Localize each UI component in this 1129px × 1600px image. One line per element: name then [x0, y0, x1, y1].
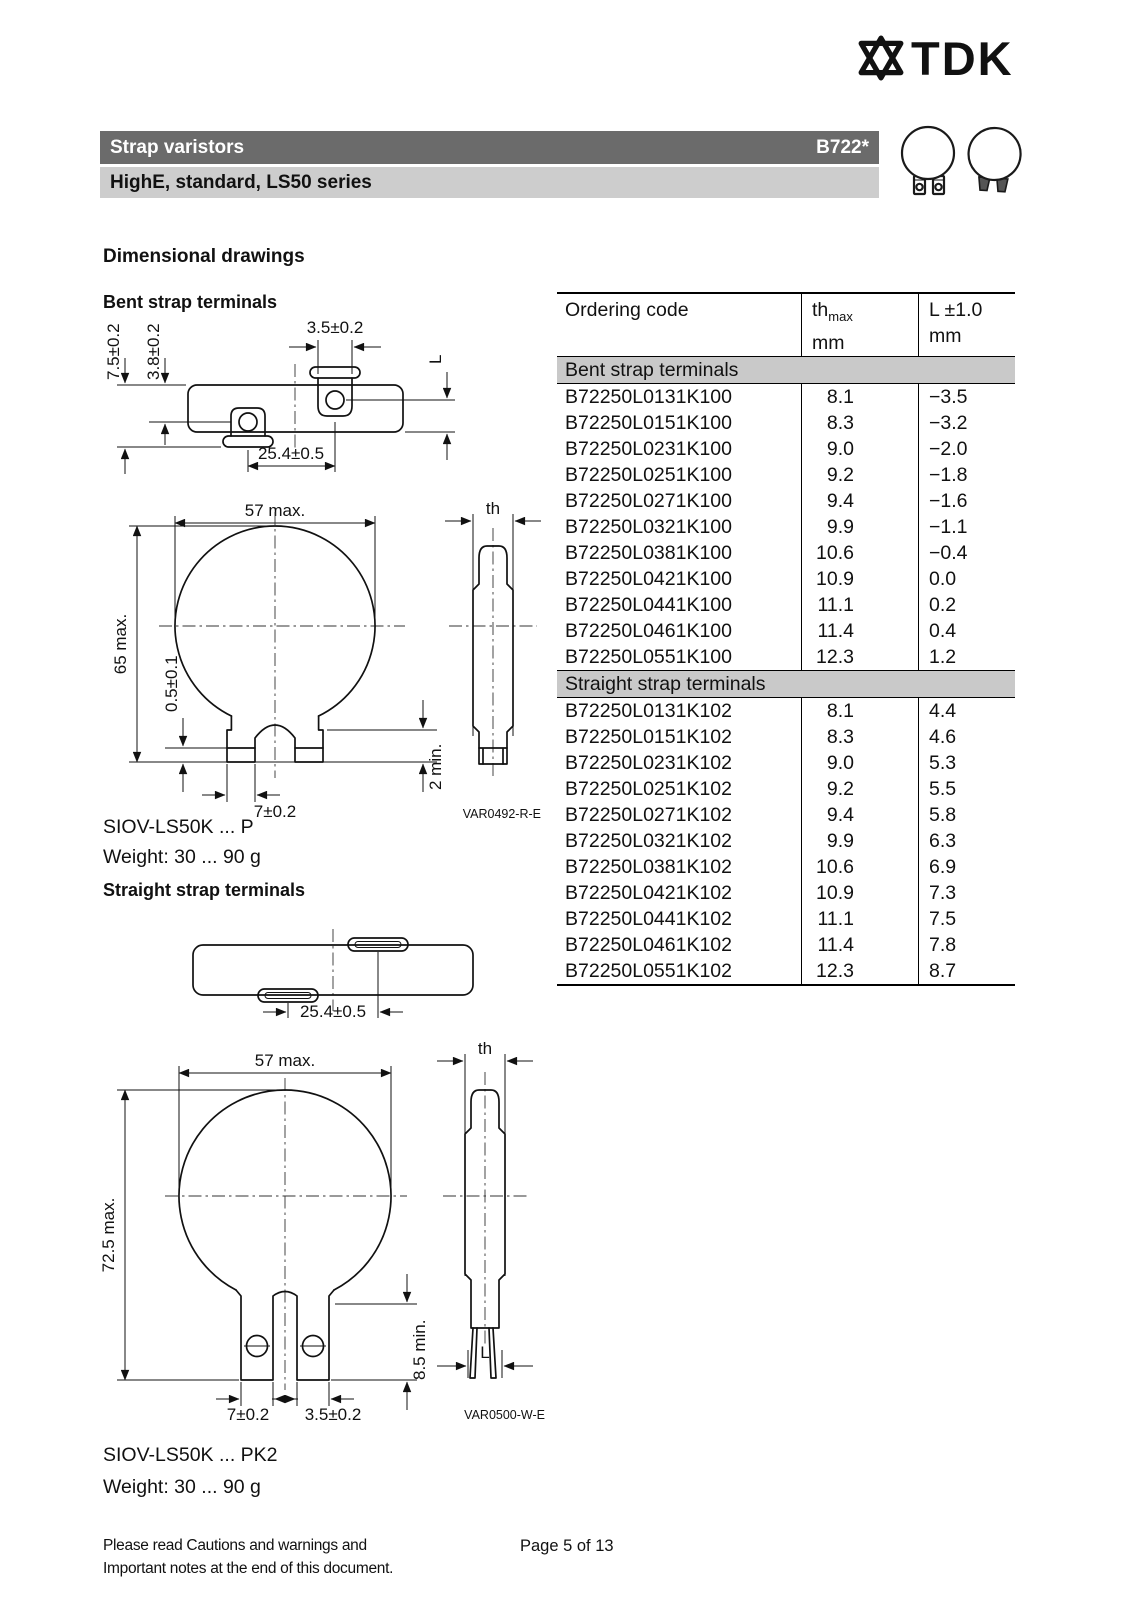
table-row — [557, 566, 1015, 592]
cell-th-max: 10.9 — [802, 880, 919, 906]
cell-th-max: 9.0 — [802, 436, 919, 462]
table-row — [557, 724, 1015, 750]
table-row — [557, 592, 1015, 618]
cell-th-max: 9.2 — [802, 776, 919, 802]
cell-ordering-code: B72250L0131K100 — [557, 384, 802, 410]
cell-ordering-code: B72250L0381K102 — [557, 854, 802, 880]
cell-ordering-code: B72250L0271K102 — [557, 802, 802, 828]
dim-L-label: L — [480, 1343, 490, 1362]
cell-L: 0.0 — [929, 568, 957, 590]
cell-th-max: 8.3 — [802, 724, 919, 750]
cell-L: 1.2 — [929, 646, 957, 668]
bent-weight-caption: Weight: 30 ... 90 g — [103, 846, 261, 868]
cell-th-max: 8.1 — [802, 698, 919, 724]
dim-3_5-label: 3.5±0.2 — [304, 1405, 362, 1423]
straight-weight-caption: Weight: 30 ... 90 g — [103, 1476, 261, 1498]
table-section-header: Bent strap terminals — [557, 356, 1015, 384]
cell-L: −0.4 — [929, 542, 968, 564]
cell-th-max: 9.2 — [802, 462, 919, 488]
cell-L: −1.6 — [929, 490, 968, 512]
table-row — [557, 698, 1015, 724]
cell-L: 6.9 — [929, 856, 957, 878]
table-row — [557, 802, 1015, 828]
cell-L: −1.8 — [929, 464, 968, 486]
footer-note: Please read Cautions and warnings and Important notes at the end of this document. — [103, 1537, 394, 1577]
cell-ordering-code: B72250L0551K100 — [557, 644, 802, 670]
table-row — [557, 750, 1015, 776]
cell-ordering-code: B72250L0231K100 — [557, 436, 802, 462]
page-number: Page 5 of 13 — [520, 1537, 614, 1555]
cell-ordering-code: B72250L0551K102 — [557, 958, 802, 984]
page-title: Strap varistors — [110, 136, 245, 158]
cell-ordering-code: B72250L0461K100 — [557, 618, 802, 644]
table-row — [557, 776, 1015, 802]
table-row — [557, 932, 1015, 958]
cell-th-max: 12.3 — [802, 644, 919, 670]
cell-L: 7.8 — [929, 934, 957, 956]
table-row — [557, 906, 1015, 932]
column-header-L: L ±1.0 mm — [929, 299, 983, 347]
dim-8_5min-label: 8.5 min. — [410, 1319, 429, 1380]
table-section-header: Straight strap terminals — [557, 670, 1015, 698]
cell-th-max: 10.6 — [802, 540, 919, 566]
column-header-ordering-code: Ordering code — [557, 294, 802, 356]
cell-L: 7.5 — [929, 908, 957, 930]
straight-type-caption: SIOV-LS50K ... PK2 — [103, 1444, 278, 1466]
dim-3_8-label: 3.8±0.2 — [144, 323, 163, 380]
dim-th-label: th — [485, 499, 501, 518]
cell-L: 6.3 — [929, 830, 957, 852]
table-row — [557, 462, 1015, 488]
table-row — [557, 540, 1015, 566]
dim-57-label: 57 max. — [244, 501, 306, 520]
cell-ordering-code: B72250L0461K102 — [557, 932, 802, 958]
cell-L: 0.4 — [929, 620, 957, 642]
cell-th-max: 8.3 — [802, 410, 919, 436]
table-row — [557, 410, 1015, 436]
cell-ordering-code: B72250L0421K100 — [557, 566, 802, 592]
cell-ordering-code: B72250L0441K102 — [557, 906, 802, 932]
table-row — [557, 384, 1015, 410]
cell-L: 5.3 — [929, 752, 957, 774]
straight-heading: Straight strap terminals — [103, 880, 306, 900]
dim-25_4-label: 25.4±0.5 — [257, 444, 325, 463]
cell-th-max: 8.1 — [802, 384, 919, 410]
series-subtitle: HighE, standard, LS50 series — [110, 171, 372, 193]
cell-ordering-code: B72250L0231K102 — [557, 750, 802, 776]
cell-ordering-code: B72250L0131K102 — [557, 698, 802, 724]
cell-L: −3.5 — [929, 386, 968, 408]
dim-57-label: 57 max. — [254, 1051, 316, 1070]
cell-L: −2.0 — [929, 438, 968, 460]
cell-L: −3.2 — [929, 412, 968, 434]
drawing-ref-var0492: VAR0492-R-E — [462, 807, 541, 821]
cell-th-max: 11.1 — [802, 906, 919, 932]
bent-type-caption: SIOV-LS50K ... P — [103, 816, 254, 838]
header-title-bar — [100, 131, 879, 164]
drawing-bent-top-view — [103, 300, 503, 485]
table-row — [557, 880, 1015, 906]
dim-L-label: L — [426, 354, 445, 364]
dim-72_5-label: 72.5 max. — [99, 1197, 118, 1273]
cell-th-max: 9.4 — [802, 488, 919, 514]
table-row — [557, 854, 1015, 880]
table-row — [557, 644, 1015, 670]
tdk-logo-mark-icon — [858, 34, 904, 82]
cell-th-max: 11.4 — [802, 618, 919, 644]
cell-L: 0.2 — [929, 594, 957, 616]
cell-ordering-code: B72250L0441K100 — [557, 592, 802, 618]
cell-L: 7.3 — [929, 882, 957, 904]
cell-L: 4.6 — [929, 726, 957, 748]
table-row — [557, 958, 1015, 984]
table-header-row — [557, 294, 1015, 356]
cell-ordering-code: B72250L0251K100 — [557, 462, 802, 488]
drawing-straight-front-view — [95, 1028, 555, 1423]
dim-0_5-label: 0.5±0.1 — [162, 655, 181, 712]
dim-7-label: 7±0.2 — [226, 1405, 270, 1423]
product-icons — [898, 122, 1024, 204]
dim-25_4-label: 25.4±0.5 — [299, 1002, 367, 1020]
cell-th-max: 10.6 — [802, 854, 919, 880]
cell-ordering-code: B72250L0421K102 — [557, 880, 802, 906]
dim-2min-label: 2 min. — [426, 743, 445, 790]
table-row — [557, 828, 1015, 854]
cell-ordering-code: B72250L0381K100 — [557, 540, 802, 566]
section-title: Dimensional drawings — [103, 246, 305, 267]
cell-ordering-code: B72250L0151K100 — [557, 410, 802, 436]
cell-th-max: 12.3 — [802, 958, 919, 984]
drawing-bent-front-view — [105, 486, 545, 821]
table-row — [557, 436, 1015, 462]
table-row — [557, 488, 1015, 514]
cell-ordering-code: B72250L0271K100 — [557, 488, 802, 514]
cell-th-max: 11.1 — [802, 592, 919, 618]
table-body — [557, 356, 1015, 984]
cell-ordering-code: B72250L0321K100 — [557, 514, 802, 540]
dim-7_5-label: 7.5±0.2 — [104, 323, 123, 380]
cell-th-max: 9.9 — [802, 828, 919, 854]
dimensions-table — [557, 292, 1015, 986]
drawing-straight-top-view — [168, 915, 503, 1020]
drawing-ref-var0500: VAR0500-W-E — [464, 1408, 545, 1422]
dim-65-label: 65 max. — [111, 613, 130, 675]
dim-7-label: 7±0.2 — [253, 802, 297, 821]
cell-th-max: 9.0 — [802, 750, 919, 776]
tdk-logo — [858, 31, 1014, 85]
bent-heading: Bent strap terminals — [103, 292, 278, 312]
cell-L: −1.1 — [929, 516, 968, 538]
table-row — [557, 618, 1015, 644]
dim-th-label: th — [477, 1039, 493, 1058]
cell-th-max: 10.9 — [802, 566, 919, 592]
doc-code: B722* — [816, 136, 869, 158]
cell-ordering-code: B72250L0251K102 — [557, 776, 802, 802]
dim-3_5-label: 3.5±0.2 — [306, 318, 364, 337]
tdk-logo-text: TDK — [911, 31, 1014, 85]
varistor-side-strap-icon — [964, 122, 1024, 204]
cell-L: 5.8 — [929, 804, 957, 826]
cell-L: 8.7 — [929, 960, 957, 982]
header-subtitle-bar — [100, 167, 879, 198]
cell-th-max: 11.4 — [802, 932, 919, 958]
cell-th-max: 9.4 — [802, 802, 919, 828]
cell-th-max: 9.9 — [802, 514, 919, 540]
cell-ordering-code: B72250L0321K102 — [557, 828, 802, 854]
varistor-bent-strap-icon — [898, 122, 958, 204]
cell-L: 4.4 — [929, 700, 957, 722]
cell-ordering-code: B72250L0151K102 — [557, 724, 802, 750]
cell-L: 5.5 — [929, 778, 957, 800]
table-row — [557, 514, 1015, 540]
column-header-th-max: $th_{max}$ mm — [802, 294, 919, 356]
